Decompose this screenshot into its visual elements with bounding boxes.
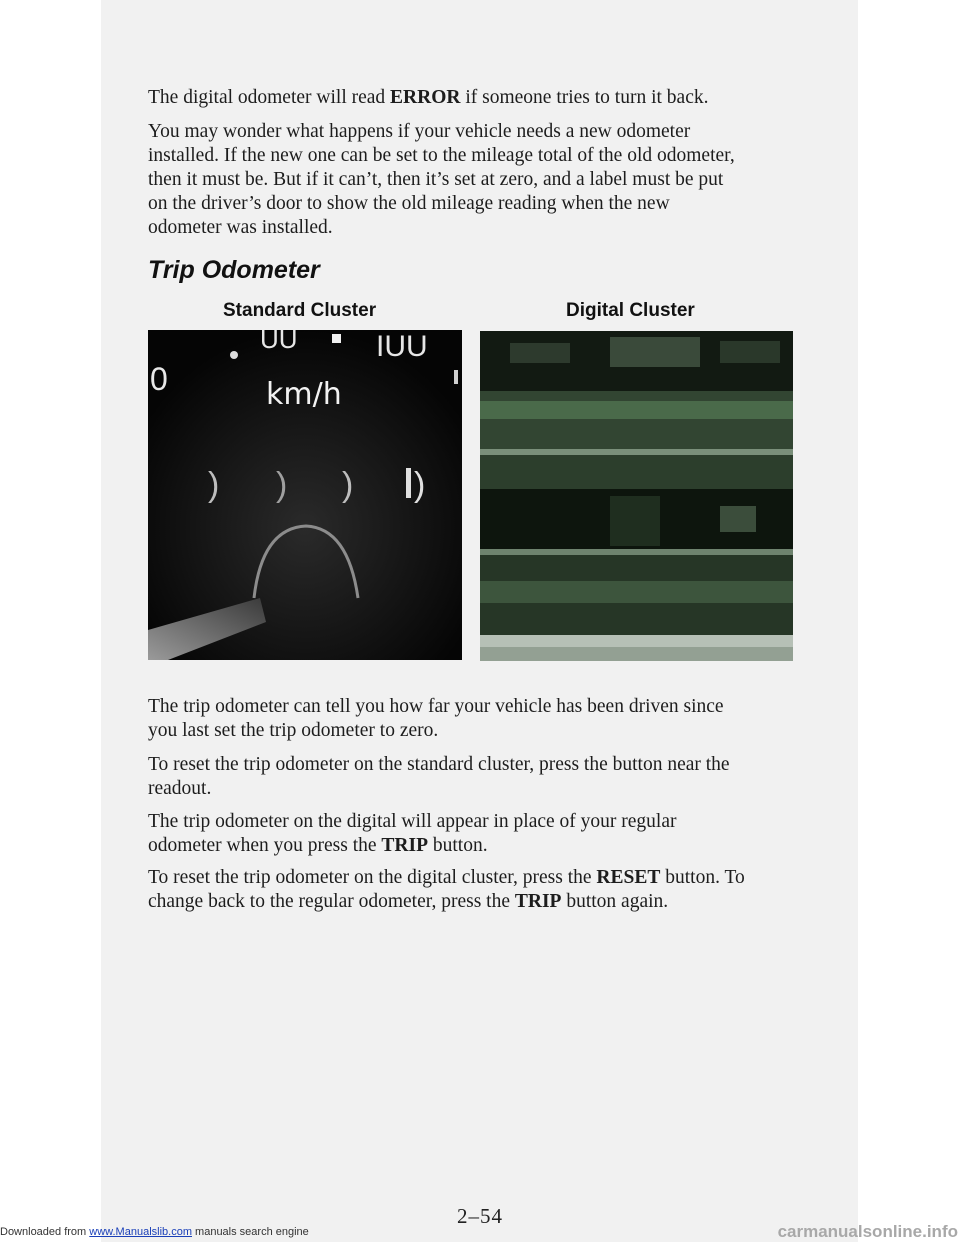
standard-cluster-photo	[148, 330, 462, 660]
trip-paragraph-3: The trip odometer on the digital will appear in place of your regular odometer when you press the TRIP button.	[148, 811, 677, 856]
download-footer: Downloaded from www.Manualslib.com manuals search engine	[0, 1226, 309, 1238]
trip-paragraph-4: To reset the trip odometer on the digital cluster, press the RESET button. To change back to the regular odometer, press the TRIP button again.	[148, 867, 745, 912]
digital-cluster-photo	[480, 331, 793, 661]
svg-text:): )	[414, 466, 426, 504]
watermark: carmanualsonline.info	[777, 1222, 958, 1241]
svg-text:): )	[276, 466, 288, 504]
trip-paragraph-2: To reset the trip odometer on the standard cluster, press the button near the readout.	[148, 754, 730, 799]
error-paragraph: The digital odometer will read ERROR if someone tries to turn it back.	[148, 87, 709, 108]
digital-cluster-caption: Digital Cluster	[566, 300, 695, 321]
trip-keyword-2: TRIP	[514, 891, 562, 912]
trip-keyword: TRIP	[381, 835, 428, 856]
trip-paragraph-1: The trip odometer can tell you how far your vehicle has been driven since you last set the trip odometer to zero.	[148, 696, 724, 741]
page-number: 2–54	[457, 1204, 503, 1228]
svg-text:): )	[342, 466, 354, 504]
svg-text:UU: UU	[260, 330, 298, 354]
svg-text:IUU: IUU	[376, 330, 428, 363]
section-heading: Trip Odometer	[148, 256, 320, 284]
standard-cluster-caption: Standard Cluster	[223, 300, 377, 321]
svg-text:0: 0	[150, 361, 168, 397]
manualslib-link[interactable]: www.Manualslib.com	[89, 1226, 192, 1238]
svg-text:km/h: km/h	[266, 377, 342, 412]
new-odometer-paragraph: You may wonder what happens if your vehicle needs a new odometer installed. If the new one can be set to the mileage total of the old odometer, then it must be. But if it can’t, then it’s set at zero, and a label must be put on the driver’s door to show the old mileage reading when the new odometer was installed.	[148, 121, 735, 238]
svg-text:): )	[208, 466, 220, 504]
error-keyword: ERROR	[390, 87, 461, 108]
reset-keyword: RESET	[596, 867, 661, 888]
